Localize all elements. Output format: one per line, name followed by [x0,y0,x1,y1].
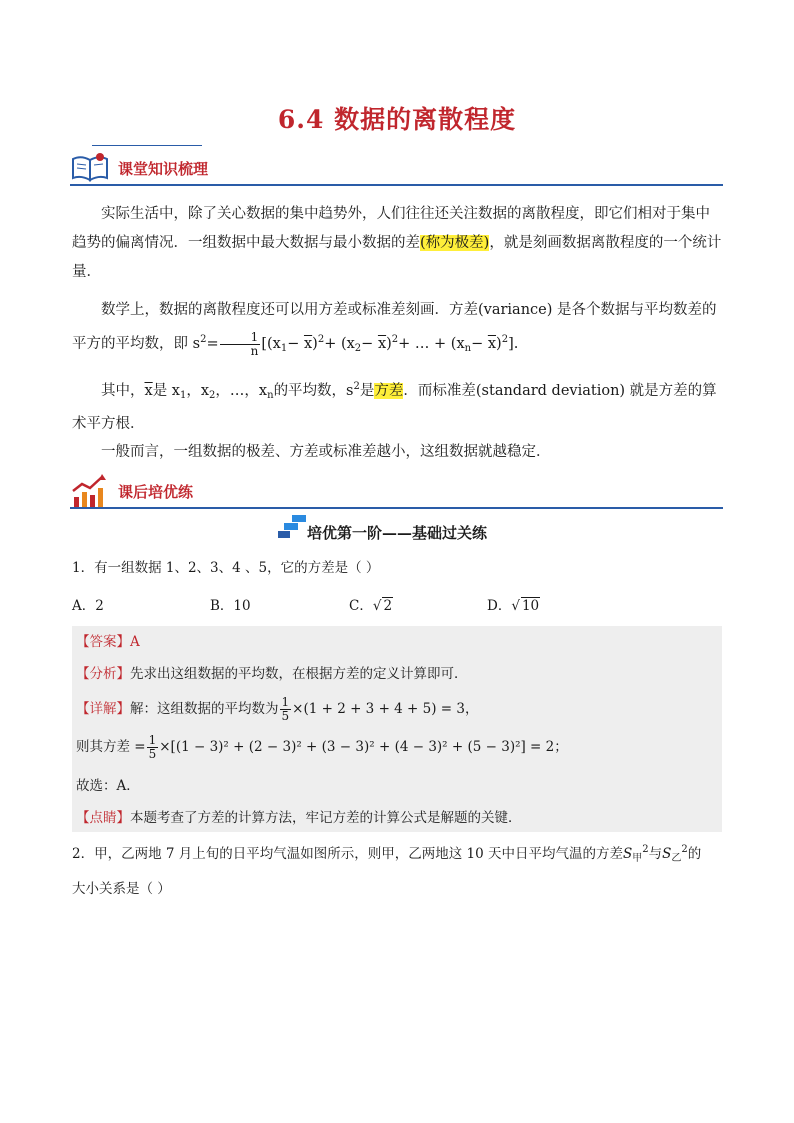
variance-expression: ×[(1 − 3)² + (2 − 3)² + (3 − 3)² + (4 − 3)² + (5 − 3)²] = 2； [159,739,568,755]
numerator: 1 [148,733,157,747]
fraction [280,696,292,723]
subscript: n [464,343,472,354]
text: 是 [359,383,375,399]
variance-symbol: S [623,846,633,862]
paragraph-range [72,200,722,287]
text: ) [312,336,318,352]
superscript: 2 [317,334,325,345]
analysis-tag: 【分析】 [76,666,130,682]
text: ) [386,336,392,352]
text: 实际生活中，除了关心数据的集中趋势外，人们往往还关注数据的离散程度，即它们相对于集中趋势的偏离情况．一组数据中最大数据与最小数据的差 [72,206,710,251]
text: ，就是刻画数据离散程度的一个统计量． [72,235,722,280]
book-icon [70,150,112,186]
denominator: 5 [281,709,290,723]
mean-symbol: $\overline{x}$ [377,336,387,352]
text: ，x [186,383,210,399]
text: = [206,336,219,352]
text: + (x [324,336,355,352]
variance-symbol: S [662,846,672,862]
analysis-text: 先求出这组数据的平均数，在根据方差的定义计算即可． [130,666,468,682]
section-header-knowledge [70,150,723,186]
text: 2．甲，乙两地 7 月上旬的日平均气温如图所示，则甲，乙两地这 10 天中日平均气温的方差 [72,846,624,862]
variance-text: 则其方差 = [76,739,146,755]
subscript: 乙 [671,853,682,864]
growth-chart-icon [70,473,112,509]
option-c: C．√ 2 [349,598,393,614]
text: 是 x [152,383,180,399]
answer-row [76,632,140,652]
subscript: 1 [179,390,187,401]
superscript: 2 [391,334,399,345]
text: 的 [687,846,702,862]
option-d: D．√ 10 [487,598,540,614]
section-header-practice [70,473,723,509]
text: 的平均数，s [273,383,354,399]
numerator: 1 [220,331,261,345]
paragraph-mean [72,372,722,439]
text: ]. [508,336,519,352]
fraction [220,331,261,358]
text: ．而标准差(standard deviation) 就是方差的算术平方根． [72,383,717,432]
numerator: 1 [281,695,290,709]
radicand: 2 [383,598,393,614]
detail-tag: 【详解】 [76,701,130,717]
paragraph-stability: 一般而言，一组数据的极差、方差或标准差越小，这组数据就越稳定． [101,444,551,460]
tip-text: 本题考查了方差的计算方法，牢记方差的计算公式是解题的关键． [130,810,522,826]
option-label: D． [487,598,512,614]
text: 与 [648,846,663,862]
answer-value: A [130,634,140,650]
paragraph-variance [72,296,722,363]
choice-row: 故选：A． [76,778,140,794]
text: 其中， [101,383,145,399]
page-title: 6.4 数据的离散程度 [277,105,517,134]
steps-icon [278,514,308,540]
superscript: 2 [353,381,360,392]
highlight-variance: 方差 [374,383,404,399]
subscript: 2 [354,343,362,354]
mean-expression: ×(1 + 2 + 3 + 4 + 5) = 3， [292,701,479,717]
variance-row [76,734,568,761]
fraction [147,734,159,761]
subscript: 1 [280,343,288,354]
option-a: A．2 [72,598,104,614]
denominator: 5 [148,747,157,761]
section-title: 课后培优练 [118,483,194,501]
question-2-stem [72,838,727,901]
denominator: n [250,343,259,358]
tier-heading [0,522,794,543]
text: ，…，x [215,383,268,399]
text: ) [496,336,502,352]
subscript: 甲 [632,853,643,864]
option-label: C． [349,598,373,614]
mean-symbol: $\overline{x}$ [303,336,313,352]
question-2-line-1 [72,838,727,871]
subscript: n [267,390,274,401]
tip-tag: 【点睛】 [76,810,130,826]
detail-row [76,696,479,723]
detail-text: 解：这组数据的平均数为 [130,701,279,717]
answer-box [72,626,722,832]
text: + … + (x [398,336,465,352]
radicand: 10 [521,598,540,614]
mean-symbol: $\overline{x}$ [487,336,497,352]
section-rule [70,184,723,186]
superscript: 2 [200,334,207,345]
highlight-range: (称为极差) [420,235,490,251]
header-top-line [92,145,202,146]
tier-label: 培优第一阶——基础过关练 [306,524,487,542]
analysis-row [76,664,468,684]
section-rule [70,507,723,509]
answer-tag: 【答案】 [76,634,130,650]
subscript: 2 [209,390,216,401]
question-1-stem: 1．有一组数据 1、2、3、4 、5，它的方差是（ ） [72,560,380,576]
section-title: 课堂知识梳理 [118,160,209,178]
superscript: 2 [501,334,509,345]
text: [(x [261,336,281,352]
mean-symbol: $\overline{x}$ [144,383,153,399]
superscript: 2 [642,844,649,855]
question-2-line-2: 大小关系是（ ） [72,881,171,897]
text: 数学上，数据的离散程度还可以用方差或标准差刻画．方差(variance) 是各个数据与平均数差的平方的平均数，即 s [72,302,717,352]
text: − [361,336,378,352]
text: − [287,336,304,352]
tip-row [76,808,522,828]
superscript: 2 [681,844,688,855]
text: − [471,336,488,352]
option-b: B．10 [210,598,251,614]
